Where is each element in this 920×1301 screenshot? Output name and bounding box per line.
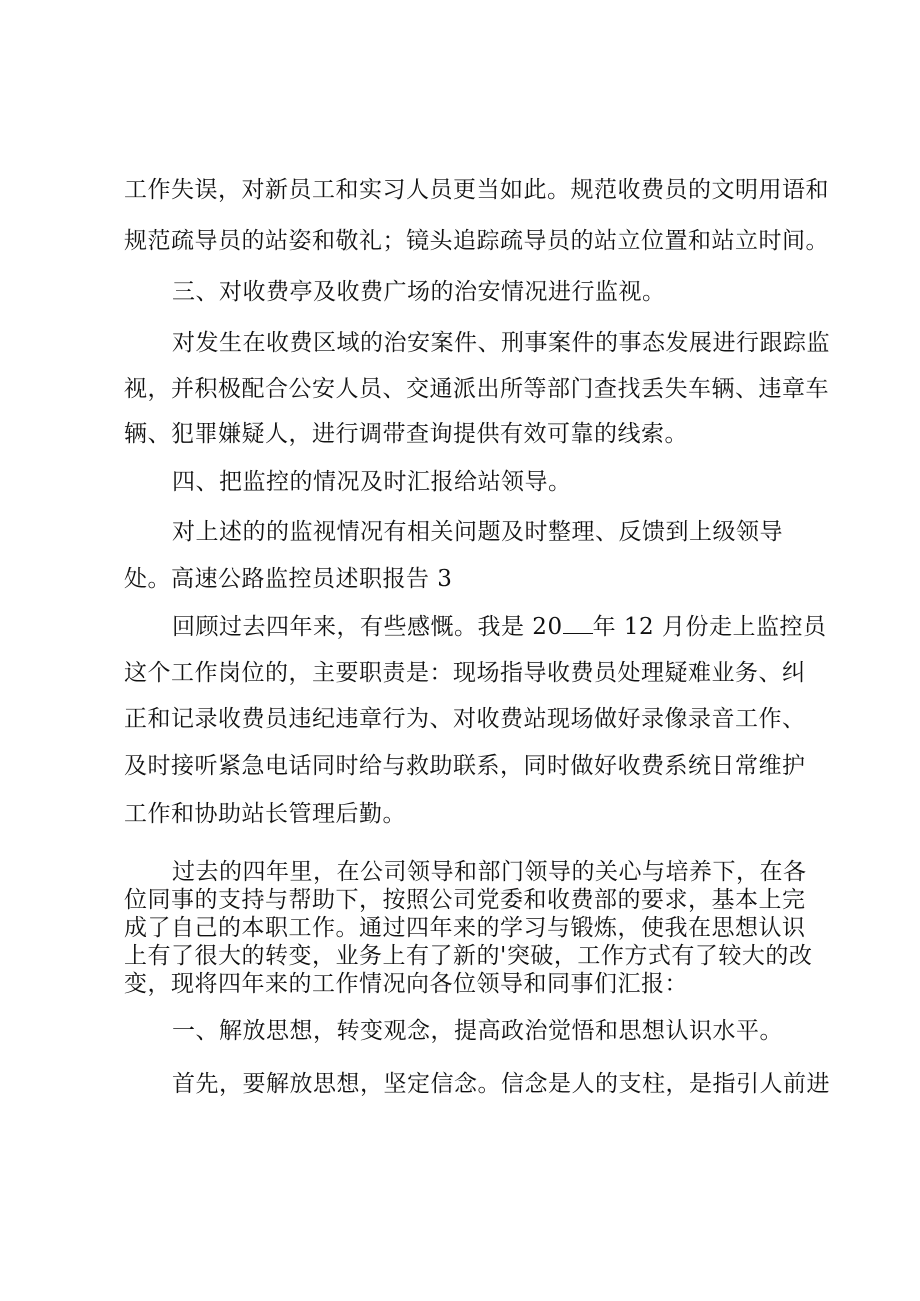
- blank-underline: [563, 611, 593, 634]
- section-heading: 一、解放思想，转变观念，提高政治觉悟和思想认识水平。: [172, 1018, 783, 1044]
- section-heading: 三、对收费亭及收费广场的治安情况进行监视。: [172, 279, 666, 305]
- text-line: 成了自己的本职工作。通过四年来的学习与锻炼，使我在思想认识: [124, 915, 806, 941]
- text-line: 位同事的支持与帮助下，按照公司党委和收费部的要求，基本上完: [124, 887, 806, 913]
- text-line: 首先，要解放思想，坚定信念。信念是人的支柱，是指引人前进: [172, 1071, 830, 1097]
- text-line: 及时接听紧急电话同时给与救助联系，同时做好收费系统日常维护: [124, 753, 806, 779]
- text-line: 辆、犯罪嫌疑人，进行调带查询提供有效可靠的线索。: [124, 421, 688, 447]
- text-line: 过去的四年里，在公司领导和部门领导的关心与培养下，在各: [172, 859, 807, 885]
- text-line: 对上述的的监视情况有相关问题及时整理、反馈到上级领导: [172, 519, 783, 545]
- intro-text-before: 回顾过去四年来，有些感慨。我是 20: [172, 614, 563, 640]
- text-line: 视，并积极配合公安人员、交通派出所等部门查找丢失车辆、违章车: [124, 376, 829, 402]
- text-line: 这个工作岗位的，主要职责是：现场指导收费员处理疑难业务、纠: [124, 660, 806, 686]
- text-line: 规范疏导员的站姿和敬礼；镜头追踪疏导员的站立位置和站立时间。: [124, 228, 829, 254]
- text-line: 工作失误，对新员工和实习人员更当如此。规范收费员的文明用语和: [124, 177, 829, 203]
- text-line: 工作和协助站长管理后勤。: [124, 801, 406, 827]
- section-heading: 四、把监控的情况及时汇报给站领导。: [172, 469, 572, 495]
- text-line: 上有了很大的转变，业务上有了新的'突破，工作方式有了较大的改: [124, 943, 813, 969]
- intro-text-after: 年 12 月份走上监控员: [592, 614, 827, 640]
- text-line: 正和记录收费员违纪违章行为、对收费站现场做好录像录音工作、: [124, 706, 806, 732]
- report-title-line: 处。高速公路监控员述职报告 3: [124, 566, 453, 592]
- intro-line: [172, 611, 826, 642]
- text-line: 变，现将四年来的工作情况向各位领导和同事们汇报：: [124, 971, 688, 997]
- text-line: 对发生在收费区域的治安案件、刑事案件的事态发展进行跟踪监: [172, 330, 830, 356]
